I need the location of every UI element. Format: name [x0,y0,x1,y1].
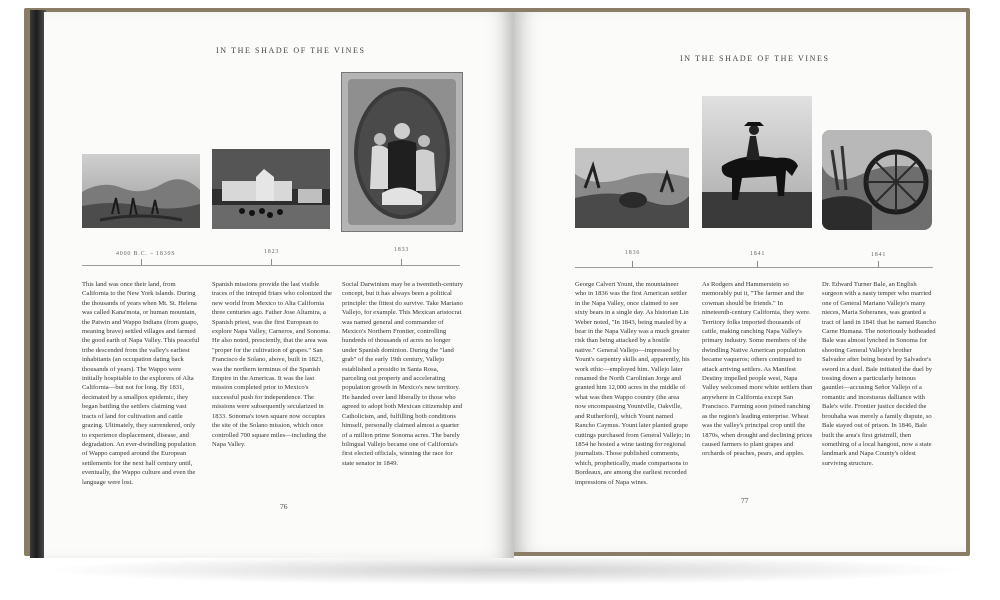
gristmill-photo [822,130,932,230]
timeline-tick [878,261,879,267]
left-timeline [82,265,460,266]
text-column: Social Darwinism may be a twentieth-century concept, but it has always been a political principle: the fittest do survive. Take Mariano Vallejo, for example. This Mexican aristocrat was named general and commander of Mexico's Northern Frontier, controlling hundreds of thousands of acres no longer under Spanish dominion. During the "land grab" of the early 19th century, Vallejo established a presidio in Santa Rosa, parceling out property and accelerating population growth in Mexico's new territory. He handed over land liberally to those who agreed to adopt both Mexican citizenship and Catholicism, and, fulfilling both conditions himself, personally claimed almost a quarter of a million prime Sonoma acres. The barely bilingual Vallejo became one of California's first elected officials, winning the race for state senator in 1849. [342,281,464,467]
right-timeline [575,267,933,268]
left-running-head: IN THE SHADE OF THE VINES [216,46,366,55]
mission-photo [212,149,330,229]
text-column: Spanish missions provide the last visible traces of the intrepid friars who colonized the new world from Mexico to Alta California three centuries ago. Father Jose Altamira, a Spanish priest, was the first European to explore Napa Valley, Carneros, and Sonoma. He also noted, presciently, that the area was "proper for the cultivation of grapes." San Francisco de Solano, above, built in 1823, was the northern terminus of the Spanish Empire in the Americas. It was the last mission completed prior to Mexico's successful push for independence. The missions were subsequently secularized in 1833. Sonoma's town square now occupies the site of the Solano mission, which once controlled 700 square miles—including the Napa Valley. [212,281,332,448]
text-column: George Calvert Yount, the mountaineer who in 1836 was the first American settler in the Napa Valley, once claimed to see sixty bears in a single day. As historian Lin Weber noted, "In 1843, being mauled by a bear in the Napa Valley was a much greater risk than being attacked by a hostile native." General Vallejo—impressed by Yount's carpentry skills and, apparently, his work ethic—employed him. Vallejo later renamed the North Carolinian Jorge and granted him 12,000 acres in the middle of what was then Wappo country (the area now encompassing Yountville, Oakville, and Rutherford), which Yount named Rancho Caymus. Yount later planted grape cuttings purchased from General Vallejo; in 1854 he hosted a wine tasting for regional journalists. Those published comments, which, prophetically, made comparisons to Bordeaux, are among the earliest recorded impressions of Napa wines. [575,281,691,486]
timeline-date: 1841 [750,251,766,257]
text-column: This land was once their land, from California to the New York islands. During the thousands of years when Mt. St. Helena was called Kana'mota, or human mountain, the Patwin and Wappo Indians (from guapo, meaning brave) settled villages and farmed the good earth of Napa Valley. This peaceful tribe descended from the valley's earliest inhabitants (an occupation dating back thousands of years). The Wappo were initially hospitable to the explorers of Alta California—but not for long. By 1831, decimated by a smallpox epidemic, they began battling the settlers claiming vast tracts of land for cultivation and cattle grazing. Ultimately, they surrendered, only to experience displacement, disease, and degradation. An ever-dwindling population of Wappo camped around the European settlements for the next half century until, eventually, the Wappo culture and even the language were lost. [82,281,200,486]
yount-bear-photo [575,148,689,228]
text-column: As Rodgers and Hammerstein so memorably put it, "The farmer and the cowman should be friends." In nineteenth-century California, they were. Territory folks imported thousands of cattle, making ranching Napa Valley's primary industry. Some members of the dwindling Native American population became vaqueros; others continued to attack arriving settlers. As Manifest Destiny impelled people west, Napa Valley welcomed more white settlers than anywhere in California except San Francisco. Farming soon joined ranching as the region's leading enterprise. Wheat was the valley's principal crop until the 1870s, when drought and declining prices caused farmers to plant grapes and orchards of peaches, pears, and apples. [702,281,813,458]
timeline-date: 1823 [264,249,280,255]
right-running-head: IN THE SHADE OF THE VINES [680,54,830,63]
left-page [44,12,514,558]
text-column: Dr. Edward Turner Bale, an English surgeon with a nasty temper who married one of General Mariano Vallejo's many nieces, Maria Soberanes, was granted a tract of land in 1841 that he named Rancho Carne Humana. The notoriously hotheaded Bale was almost lynched in Sonoma for shooting General Vallejo's brother Salvador after being bested by Salvador's sword in a duel. Bale initiated the duel by tossing down a particularly heinous gauntlet—accusing Señor Vallejo of a romantic and incestuous dalliance with Bale's wife. Frontier justice decided the brouhaha was merely a family dispute, so Bale stayed out of prison. In 1846, Bale built the area's first gristmill, then something of a local hangout, now a state landmark and Napa County's oldest surviving structure. [822,281,936,467]
right-page [514,12,966,552]
vaquero-photo [702,96,812,228]
vallejo-family-portrait [341,72,463,232]
timeline-tick [401,259,402,265]
timeline-tick [141,259,142,265]
timeline-date: 4000 B.C. – 1830S [116,251,176,257]
timeline-tick [757,261,758,267]
page-number: 76 [280,502,288,511]
timeline-date: 1833 [394,247,410,253]
book-shadow [40,555,970,585]
timeline-tick [271,259,272,265]
timeline-date: 1841 [871,252,887,258]
native-landscape-photo [82,154,200,228]
timeline-date: 1836 [625,250,641,256]
page-number: 77 [741,496,749,505]
timeline-tick [632,261,633,267]
